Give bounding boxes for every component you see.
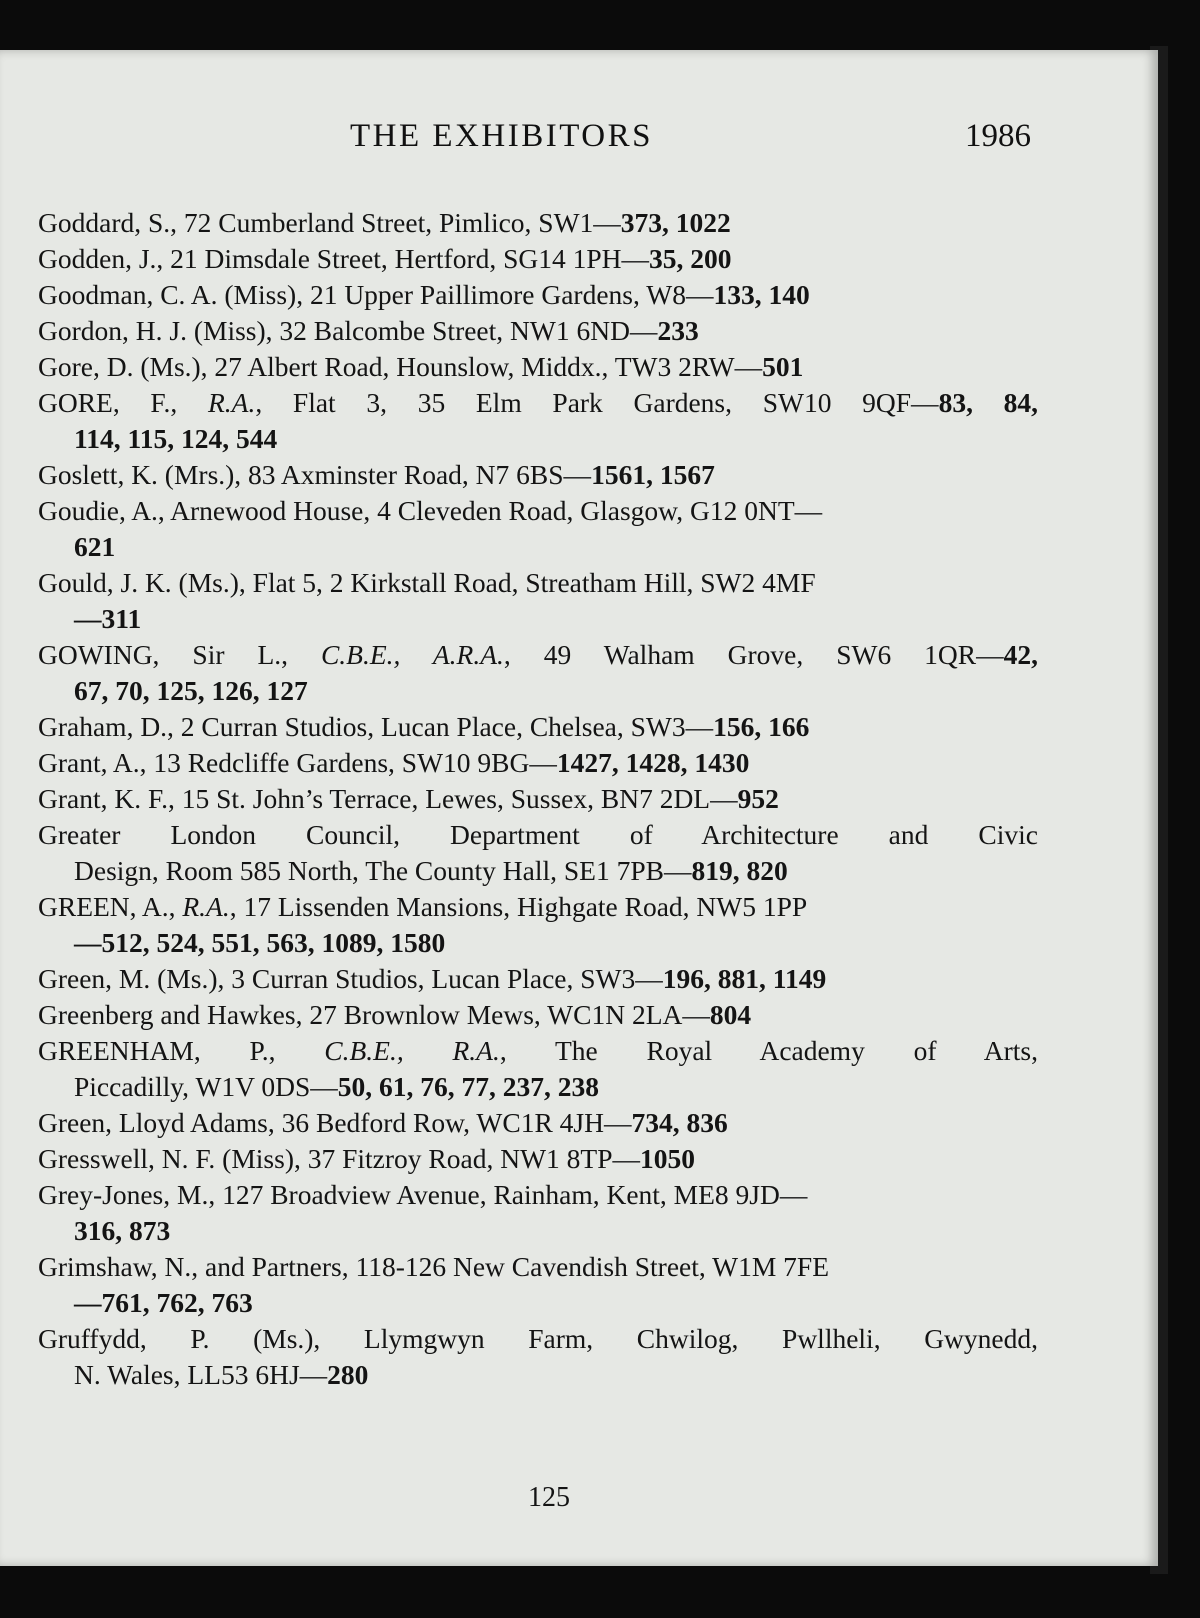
honours: C.B.E., A.R.A. [320,639,504,670]
entry-text: Design, Room 585 North, The County Hall, SE1 7PB— [74,855,692,886]
entry-text: Green, M. (Ms.), 3 Curran Studios, Lucan Place, SW3— [38,963,663,994]
entry-text: Piccadilly, W1V 0DS— [74,1071,338,1102]
exhibitor-entry [38,1141,1038,1177]
catalogue-numbers: —311 [74,603,142,634]
exhibitor-entry [38,745,1038,781]
entry-text: Greater London Council, Department of Architecture and Civic [38,819,1038,850]
exhibitor-entry [38,1321,1038,1393]
catalogue-numbers: 67, 70, 125, 126, 127 [74,675,308,706]
entry-text: GOWING, Sir L., [38,639,321,670]
entry-text: Greenberg and Hawkes, 27 Brownlow Mews, WC1N 2LA— [38,999,710,1030]
catalogue-numbers: 804 [709,999,752,1030]
exhibitor-entry [38,1177,1038,1249]
entry-text: Goslett, K. (Mrs.), 83 Axminster Road, N7 6BS— [38,459,592,490]
exhibitor-entry [38,313,1038,349]
catalogue-numbers: 42, [1003,639,1038,670]
entry-text: , 17 Lissenden Mansions, Highgate Road, NW5 1PP [229,891,808,922]
catalogue-numbers: 1050 [640,1143,696,1174]
catalogue-numbers: 373, 1022 [620,207,731,238]
exhibitor-entry [38,1033,1038,1105]
entry-text: Green, Lloyd Adams, 36 Bedford Row, WC1R 4JH— [38,1107,632,1138]
catalogue-numbers: 1561, 1567 [591,459,715,490]
catalogue-numbers: 819, 820 [691,855,788,886]
running-header-title: THE EXHIBITORS [350,118,653,154]
exhibitor-entry [38,349,1038,385]
running-header-year: 1986 [965,118,1031,154]
entry-text: , 49 Walham Grove, SW6 1QR— [503,639,1004,670]
entry-text: Gresswell, N. F. (Miss), 37 Fitzroy Road, NW1 8TP— [38,1143,641,1174]
exhibitor-list [38,205,1038,1393]
entry-text: Godden, J., 21 Dimsdale Street, Hertford, SG14 1PH— [38,243,650,274]
catalogue-numbers: 734, 836 [631,1107,728,1138]
catalogue-numbers: 316, 873 [74,1215,171,1246]
exhibitor-entry [38,961,1038,997]
honours: R.A. [207,387,256,418]
entry-text: Goddard, S., 72 Cumberland Street, Pimlico, SW1— [38,207,621,238]
catalogue-numbers: 50, 61, 76, 77, 237, 238 [337,1071,600,1102]
catalogue-numbers: 133, 140 [713,279,810,310]
catalogue-numbers: 952 [737,783,779,814]
exhibitor-entry [38,565,1038,637]
entry-text: Grey-Jones, M., 127 Broadview Avenue, Rainham, Kent, ME8 9JD— [38,1179,808,1210]
catalogue-numbers: 233 [657,315,699,346]
entry-text: Grimshaw, N., and Partners, 118-126 New Cavendish Street, W1M 7FE [38,1251,830,1282]
catalogue-numbers: —761, 762, 763 [74,1287,253,1318]
exhibitor-entry [38,817,1038,889]
honours: R.A. [182,891,230,922]
entry-text: GREEN, A., [38,891,183,922]
catalogue-numbers: 280 [327,1359,369,1390]
entry-text: Gruffydd, P. (Ms.), Llymgwyn Farm, Chwilog, Pwllheli, Gwynedd, [38,1323,1038,1354]
entry-text: Graham, D., 2 Curran Studios, Lucan Place, Chelsea, SW3— [38,711,714,742]
exhibitor-entry [38,457,1038,493]
entry-text: , Flat 3, 35 Elm Park Gardens, SW10 9QF— [255,387,939,418]
catalogue-numbers: 156, 166 [713,711,810,742]
exhibitor-entry [38,493,1038,565]
entry-text: Gordon, H. J. (Miss), 32 Balcombe Street, NW1 6ND— [38,315,658,346]
exhibitor-entry [38,241,1038,277]
entry-text: Grant, K. F., 15 St. John’s Terrace, Lewes, Sussex, BN7 2DL— [38,783,738,814]
exhibitor-entry [38,997,1038,1033]
entry-text: GORE, F., [38,387,208,418]
entry-text: , The Royal Academy of Arts, [499,1035,1039,1066]
catalogue-numbers: 114, 115, 124, 544 [74,423,278,454]
entry-text: Goodman, C. A. (Miss), 21 Upper Paillimore Gardens, W8— [38,279,714,310]
exhibitor-entry [38,277,1038,313]
exhibitor-entry [38,205,1038,241]
entry-text: Gore, D. (Ms.), 27 Albert Road, Hounslow, Middx., TW3 2RW— [38,351,763,382]
catalogue-numbers: 621 [74,531,116,562]
entry-text: GREENHAM, P., [38,1035,325,1066]
exhibitor-entry [38,1105,1038,1141]
entry-text: N. Wales, LL53 6HJ— [74,1359,328,1390]
entry-text: Goudie, A., Arnewood House, 4 Cleveden Road, Glasgow, G12 0NT— [38,495,823,526]
catalogue-numbers: —512, 524, 551, 563, 1089, 1580 [74,927,446,958]
exhibitor-entry [38,889,1038,961]
exhibitor-entry [38,1249,1038,1321]
entry-text: Gould, J. K. (Ms.), Flat 5, 2 Kirkstall Road, Streatham Hill, SW2 4MF [38,567,816,598]
exhibitor-entry [38,709,1038,745]
exhibitor-entry [38,637,1038,709]
page-number: 125 [528,1482,570,1513]
catalogue-numbers: 501 [762,351,804,382]
exhibitor-entry [38,385,1038,457]
honours: C.B.E., R.A. [324,1035,500,1066]
catalogue-numbers: 196, 881, 1149 [662,963,827,994]
catalogue-numbers: 35, 200 [649,243,732,274]
catalogue-numbers: 83, 84, [938,387,1039,418]
entry-text: Grant, A., 13 Redcliffe Gardens, SW10 9BG— [38,747,557,778]
catalogue-numbers: 1427, 1428, 1430 [556,747,750,778]
exhibitor-entry [38,781,1038,817]
